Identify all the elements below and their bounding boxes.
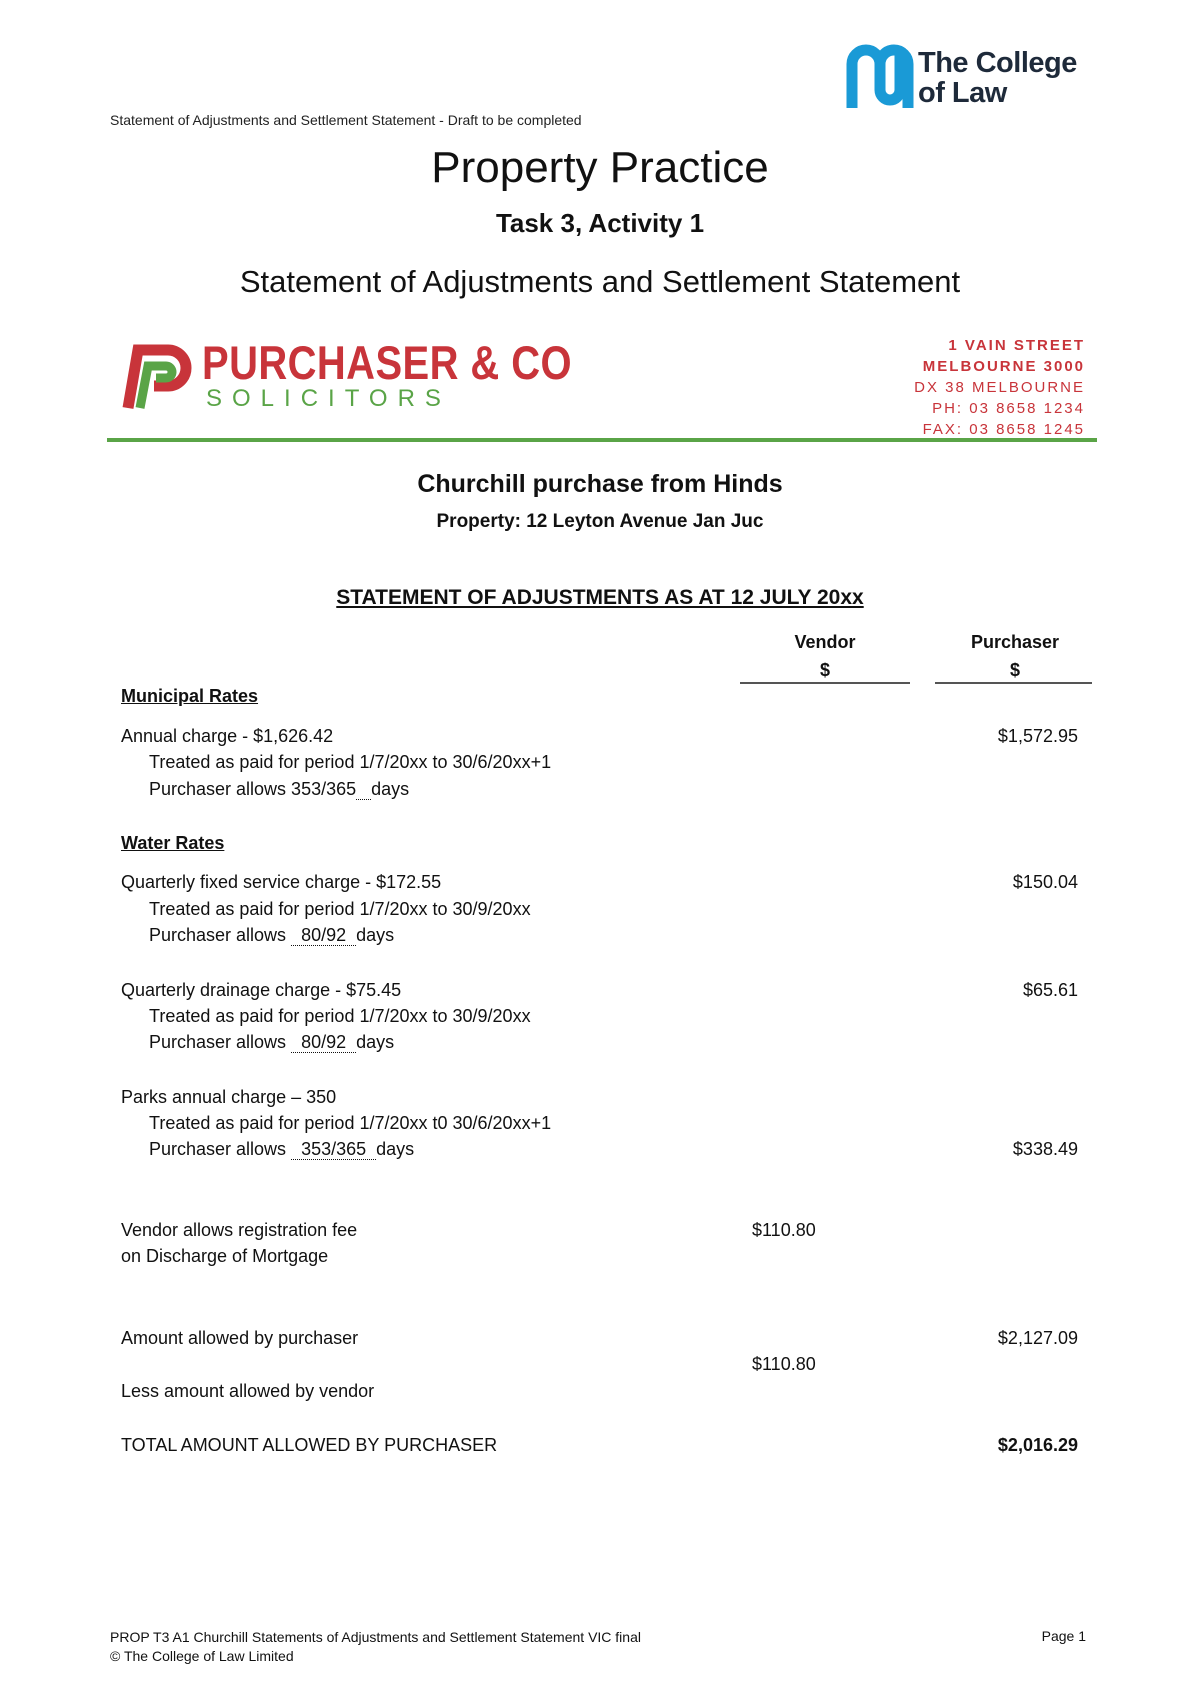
parks-days-blank: 353/365 (291, 1139, 377, 1159)
firm-address (914, 335, 1085, 440)
address-dx: DX 38 MELBOURNE (914, 379, 1085, 396)
allowed-by-purchaser-amount: $2,127.09 (997, 1328, 1078, 1348)
service-days-suffix: days (356, 925, 395, 945)
address-line-1: 1 VAIN STREET (948, 337, 1085, 354)
municipal-days-suffix: days (371, 779, 410, 799)
footer-doc-name: PROP T3 A1 Churchill Statements of Adjustments and Settlement Statement VIC final (110, 1629, 641, 1645)
municipal-line-3 (149, 779, 409, 800)
footer-copyright: © The College of Law Limited (110, 1648, 294, 1664)
parks-line-1: Parks annual charge – 350 (121, 1087, 337, 1107)
parks-days-suffix: days (376, 1139, 415, 1159)
municipal-days-blank (356, 779, 371, 800)
water-service-purchaser-amount: $150.04 (1012, 872, 1078, 892)
parks-purchaser-amount: $338.49 (1012, 1139, 1078, 1159)
allowed-by-purchaser-label: Amount allowed by purchaser (121, 1328, 359, 1348)
registration-vendor-amount: $110.80 (752, 1220, 816, 1240)
college-of-law-line1: The College (918, 47, 1077, 79)
parks-line-2: Treated as paid for period 1/7/20xx t0 30/6/20xx+1 (149, 1113, 552, 1133)
purchaser-column-header (930, 628, 1100, 684)
municipal-purchaser-amount: $1,572.95 (997, 726, 1078, 746)
college-of-law-wordmark (918, 48, 1077, 108)
vendor-column-rule (740, 682, 910, 684)
purchaser-currency: $ (1009, 660, 1020, 680)
water-drainage-line-2: Treated as paid for period 1/7/20xx to 30/9/20xx (149, 1006, 531, 1026)
subtitle: Statement of Adjustments and Settlement Statement (239, 264, 961, 299)
less-vendor-label: Less amount allowed by vendor (121, 1381, 375, 1401)
less-vendor-amount: $110.80 (752, 1354, 816, 1374)
address-phone: PH: 03 8658 1234 (932, 400, 1085, 417)
registration-line-1: Vendor allows registration fee (121, 1220, 358, 1240)
header-note: Statement of Adjustments and Settlement Statement - Draft to be completed (110, 112, 582, 128)
matter-title: Churchill purchase from Hinds (417, 470, 783, 498)
college-of-law-line2: of Law (918, 77, 1007, 109)
water-rates-heading: Water Rates (121, 833, 225, 853)
purchaser-column-rule (935, 682, 1092, 684)
firm-name: PURCHASER & CO (202, 336, 572, 389)
water-service-line-2: Treated as paid for period 1/7/20xx to 30/9/20xx (149, 899, 531, 919)
vendor-currency: $ (819, 660, 830, 680)
total-label: TOTAL AMOUNT ALLOWED BY PURCHASER (121, 1435, 498, 1455)
service-days-blank: 80/92 (291, 925, 357, 945)
water-service-line-1: Quarterly fixed service charge - $172.55 (121, 872, 442, 892)
firm-subtitle: SOLICITORS (206, 385, 451, 412)
service-days-label: Purchaser allows (149, 925, 292, 945)
municipal-rates-heading: Municipal Rates (121, 686, 259, 706)
purchaser-co-logo-icon (122, 338, 194, 410)
drainage-days-label: Purchaser allows (149, 1032, 292, 1052)
water-drainage-purchaser-amount: $65.61 (1022, 980, 1078, 1000)
address-fax: FAX: 03 8658 1245 (922, 421, 1085, 438)
water-drainage-line-1: Quarterly drainage charge - $75.45 (121, 980, 402, 1000)
page-title: Property Practice (431, 143, 769, 192)
water-service-line-3 (149, 925, 394, 946)
municipal-line-1: Annual charge - $1,626.42 (121, 726, 334, 746)
registration-line-2: on Discharge of Mortgage (121, 1246, 329, 1266)
municipal-days-label: Purchaser allows 353/365 (149, 779, 357, 799)
drainage-days-suffix: days (356, 1032, 395, 1052)
parks-line-3 (149, 1139, 414, 1160)
statement-title: STATEMENT OF ADJUSTMENTS AS AT 12 JULY 20xx (336, 586, 864, 609)
vendor-column-header (740, 628, 910, 684)
vendor-label: Vendor (794, 632, 856, 652)
total-amount: $2,016.29 (997, 1435, 1078, 1455)
drainage-days-blank: 80/92 (291, 1032, 357, 1052)
footer (110, 1628, 641, 1666)
task-title: Task 3, Activity 1 (495, 208, 705, 238)
property-line: Property: 12 Leyton Avenue Jan Juc (436, 511, 764, 532)
parks-days-label: Purchaser allows (149, 1139, 292, 1159)
municipal-line-2: Treated as paid for period 1/7/20xx to 30/6/20xx+1 (149, 752, 552, 772)
water-drainage-line-3 (149, 1032, 394, 1053)
purchaser-label: Purchaser (970, 632, 1060, 652)
page-number: Page 1 (1041, 1628, 1086, 1644)
letterhead-divider (107, 438, 1097, 442)
address-line-2: MELBOURNE 3000 (922, 358, 1085, 375)
